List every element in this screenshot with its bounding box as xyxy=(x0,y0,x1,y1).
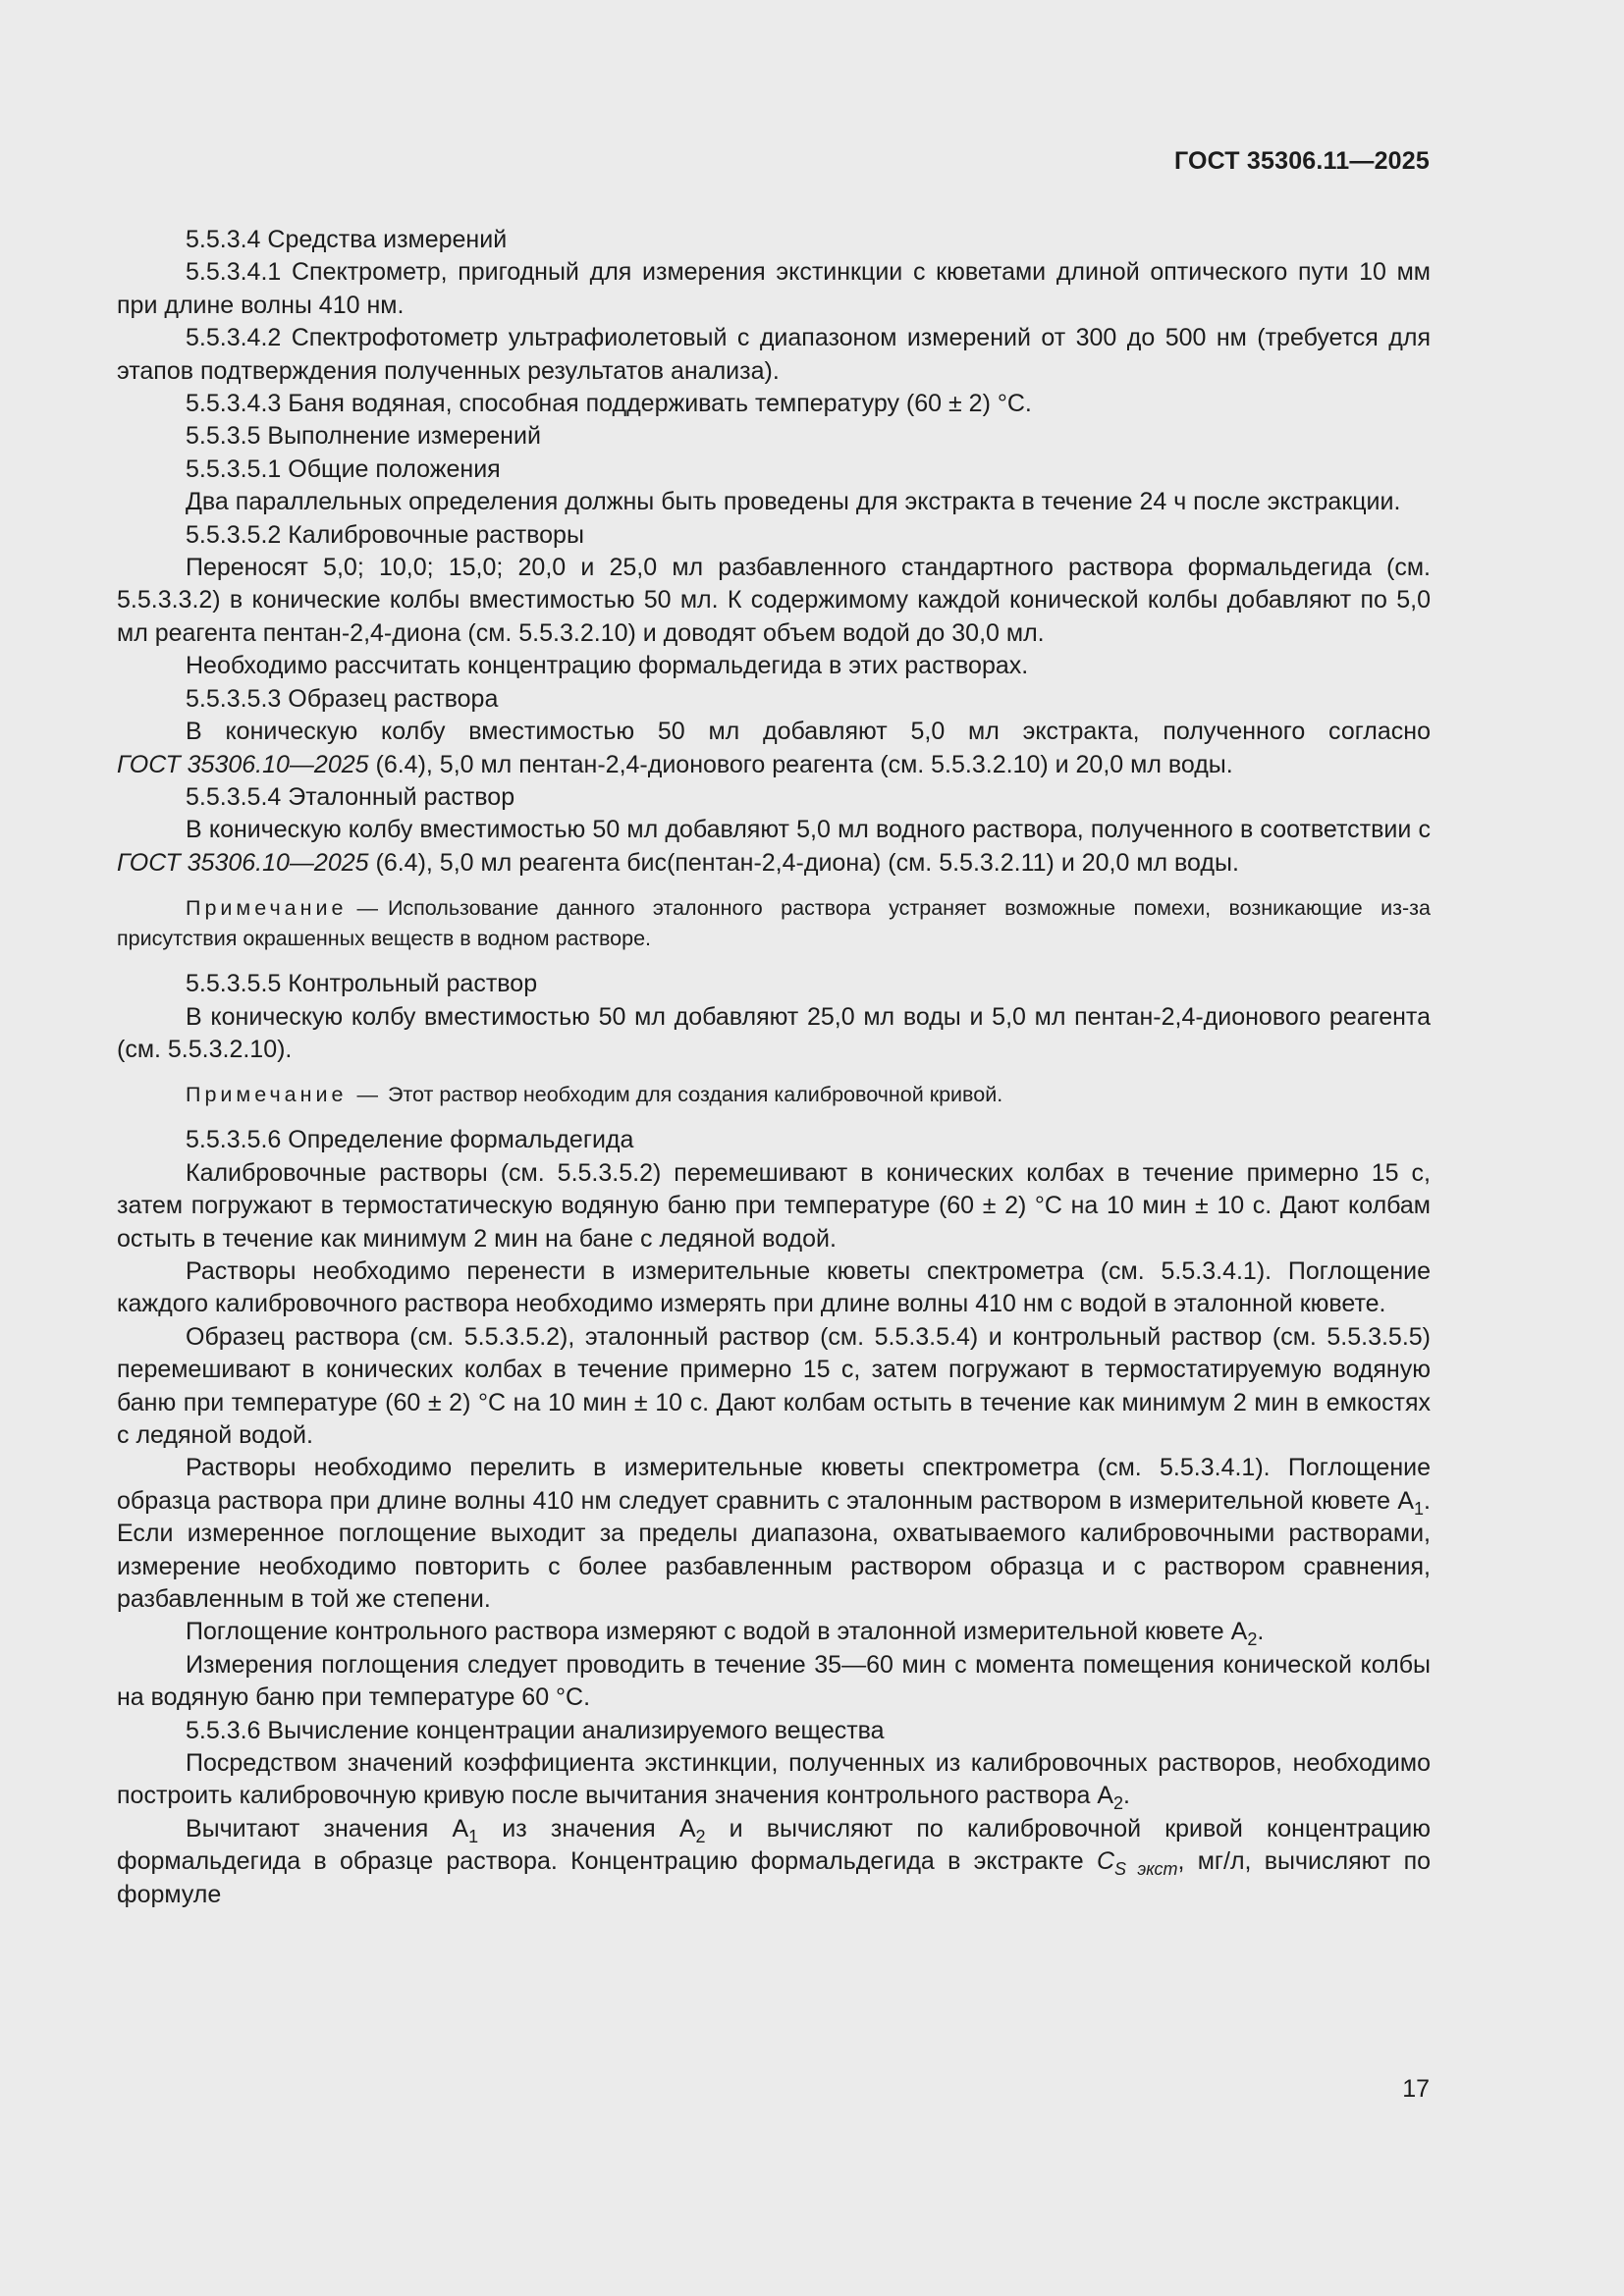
paragraph xyxy=(117,1747,1431,1813)
paragraph-line: В коническую колбу вместимостью 50 мл добавляют 5,0 мл экстракта, полученного согласно xyxy=(186,718,1431,746)
paragraph-text: . Если измеренное поглощение выходит за пределы диапазона, охватываемого калибровочными растворами, измерение необходимо повторить с более разбавленным раствором образца и с раствором сравнения, разбавленным в той же степени. xyxy=(117,1486,1431,1614)
paragraph-text: . xyxy=(1257,1618,1265,1646)
document-code-header: ГОСТ 35306.11—2025 xyxy=(1173,147,1430,175)
paragraph: Калибровочные растворы (см. 5.5.3.5.2) перемешивают в конических колбах в течение примерно 15 с, затем погружают в термостатическую водяную баню при температуре (60 ± 2) °C на 10 мин ± 10 с. Дают колбам остыть в течение как минимум 2 мин на бане с ледяной водой. xyxy=(117,1158,1431,1253)
subscript: 2 xyxy=(1247,1629,1258,1650)
paragraph-text: Посредством значений коэффициента экстинкции, полученных из калибровочных растворов, необходимо построить калибровочную кривую после вычитания значения контрольного раствора A xyxy=(117,1749,1431,1810)
paragraph-text: и вычисляют по калибровочной кривой концентрацию формальдегида в образце раствора. Концентрацию формальдегида в экстракте xyxy=(117,1814,1431,1876)
formula-symbol: C xyxy=(1096,1847,1115,1876)
section-heading: 5.5.3.5.4 Эталонный раствор xyxy=(186,782,515,811)
paragraph: Переносят 5,0; 10,0; 15,0; 20,0 и 25,0 мл разбавленного стандартного раствора формальдегида (см. 5.5.3.3.2) в конические колбы вместимостью 50 мл. К содержимому каждой конической колбы добавляют по 5,0 мл реагента пентан-2,4-диона (см. 5.5.3.2.10) и доводят объем водой до 30,0 мл. xyxy=(117,554,1431,647)
note-dash: — xyxy=(356,1083,378,1107)
note-text: Этот раствор необходим для создания калибровочной кривой. xyxy=(387,1083,1003,1107)
document-body xyxy=(117,224,1431,1911)
section-heading: 5.5.3.5.1 Общие положения xyxy=(186,454,501,483)
section-heading: 5.5.3.5.5 Контрольный раствор xyxy=(186,970,538,998)
section-heading: 5.5.3.5.2 Калибровочные растворы xyxy=(186,520,584,549)
paragraph: 5.5.3.4.3 Баня водяная, способная поддерживать температуру (60 ± 2) °C. xyxy=(186,390,1032,418)
paragraph-text: . xyxy=(1123,1782,1130,1810)
paragraph: Растворы необходимо перенести в измерительные кюветы спектрометра (см. 5.5.3.4.1). Поглощение каждого калибровочного раствора необходимо измерять при длине волны 410 нм с водой в эталонной кювете. xyxy=(117,1256,1431,1318)
page-number: 17 xyxy=(1402,2075,1430,2103)
subscript: 1 xyxy=(468,1826,479,1846)
paragraph: В коническую колбу вместимостью 50 мл добавляют 25,0 мл воды и 5,0 мл пентан-2,4-дионового реагента (см. 5.5.3.2.10). xyxy=(117,1002,1431,1063)
subscript: 2 xyxy=(695,1826,706,1846)
paragraph-text: Растворы необходимо перелить в измерительные кюветы спектрометра (см. 5.5.3.4.1). Поглощение образца раствора при длине волны 410 нм следует сравнить с эталонным раствором в измерительной кювете A xyxy=(117,1454,1431,1515)
paragraph xyxy=(117,1813,1431,1911)
section-heading: 5.5.3.6 Вычисление концентрации анализируемого вещества xyxy=(186,1716,885,1744)
section-heading: 5.5.3.5 Выполнение измерений xyxy=(186,422,541,451)
note xyxy=(117,893,1431,954)
paragraph xyxy=(117,716,1431,781)
subscript: 2 xyxy=(1113,1793,1124,1814)
paragraph xyxy=(117,814,1431,880)
paragraph-text: Вычитают значения A xyxy=(186,1814,469,1842)
section-heading: 5.5.3.5.6 Определение формальдегида xyxy=(186,1126,634,1154)
subscript: 1 xyxy=(1414,1498,1425,1519)
paragraph: Измерения поглощения следует проводить в течение 35—60 мин с момента помещения конической колбы на водяную баню при температуре 60 °C. xyxy=(117,1650,1431,1712)
paragraph-text: (6.4), 5,0 мл пентан-2,4-дионового реагента (см. 5.5.3.2.10) и 20,0 мл воды. xyxy=(368,750,1233,778)
section-heading: 5.5.3.5.3 Образец раствора xyxy=(186,684,499,713)
note-label: Примечание xyxy=(186,896,348,921)
standard-reference: ГОСТ 35306.10—2025 xyxy=(117,750,369,778)
paragraph: Два параллельных определения должны быть проведены для экстракта в течение 24 ч после экстракции. xyxy=(186,488,1401,516)
formula-symbol-subscript-text: S экст xyxy=(1114,1859,1178,1880)
paragraph: Образец раствора (см. 5.5.3.5.2), эталонный раствор (см. 5.5.3.5.4) и контрольный раствор (см. 5.5.3.5.5) перемешивают в конических колбах в течение примерно 15 с, затем погружают в термостатируемую водяную баню при температуре (60 ± 2) °C на 10 мин ± 10 с. Дают колбам остыть в течение как минимум 2 мин в емкостях с ледяной водой. xyxy=(117,1322,1431,1449)
paragraph-text: , мг/л, вычисляют по формуле xyxy=(117,1847,1432,1908)
paragraph xyxy=(117,1616,1431,1648)
note-label: Примечание xyxy=(186,1083,348,1107)
paragraph: 5.5.3.4.1 Спектрометр, пригодный для измерения экстинкции с кюветами длиной оптического пути 10 мм при длине волны 410 нм. xyxy=(117,258,1431,319)
paragraph: 5.5.3.4.2 Спектрофотометр ультрафиолетовый с диапазоном измерений от 300 до 500 нм (требуется для этапов подтверждения полученных результатов анализа). xyxy=(117,324,1431,385)
paragraph-text: Поглощение контрольного раствора измеряют с водой в эталонной измерительной кювете A xyxy=(186,1618,1248,1646)
paragraph-text: из значения A xyxy=(478,1814,696,1842)
paragraph-text: (6.4), 5,0 мл реагента бис(пентан-2,4-диона) (см. 5.5.3.2.11) и 20,0 мл воды. xyxy=(368,848,1239,877)
paragraph xyxy=(117,1452,1431,1616)
formula-symbol-subscript xyxy=(1114,1859,1177,1879)
section-heading: 5.5.3.4 Средства измерений xyxy=(186,226,508,253)
note-dash: — xyxy=(356,896,378,921)
note-text: Использование данного эталонного раствора устраняет возможные помехи, возникающие из-за присутствия окрашенных веществ в водном растворе. xyxy=(117,896,1431,951)
paragraph-text: В коническую колбу вместимостью 50 мл добавляют 5,0 мл водного раствора, полученного в соответствии с xyxy=(186,816,1431,844)
standard-reference: ГОСТ 35306.10—2025 xyxy=(117,848,369,877)
paragraph: Необходимо рассчитать концентрацию формальдегида в этих растворах. xyxy=(186,652,1029,680)
note xyxy=(117,1080,1431,1110)
